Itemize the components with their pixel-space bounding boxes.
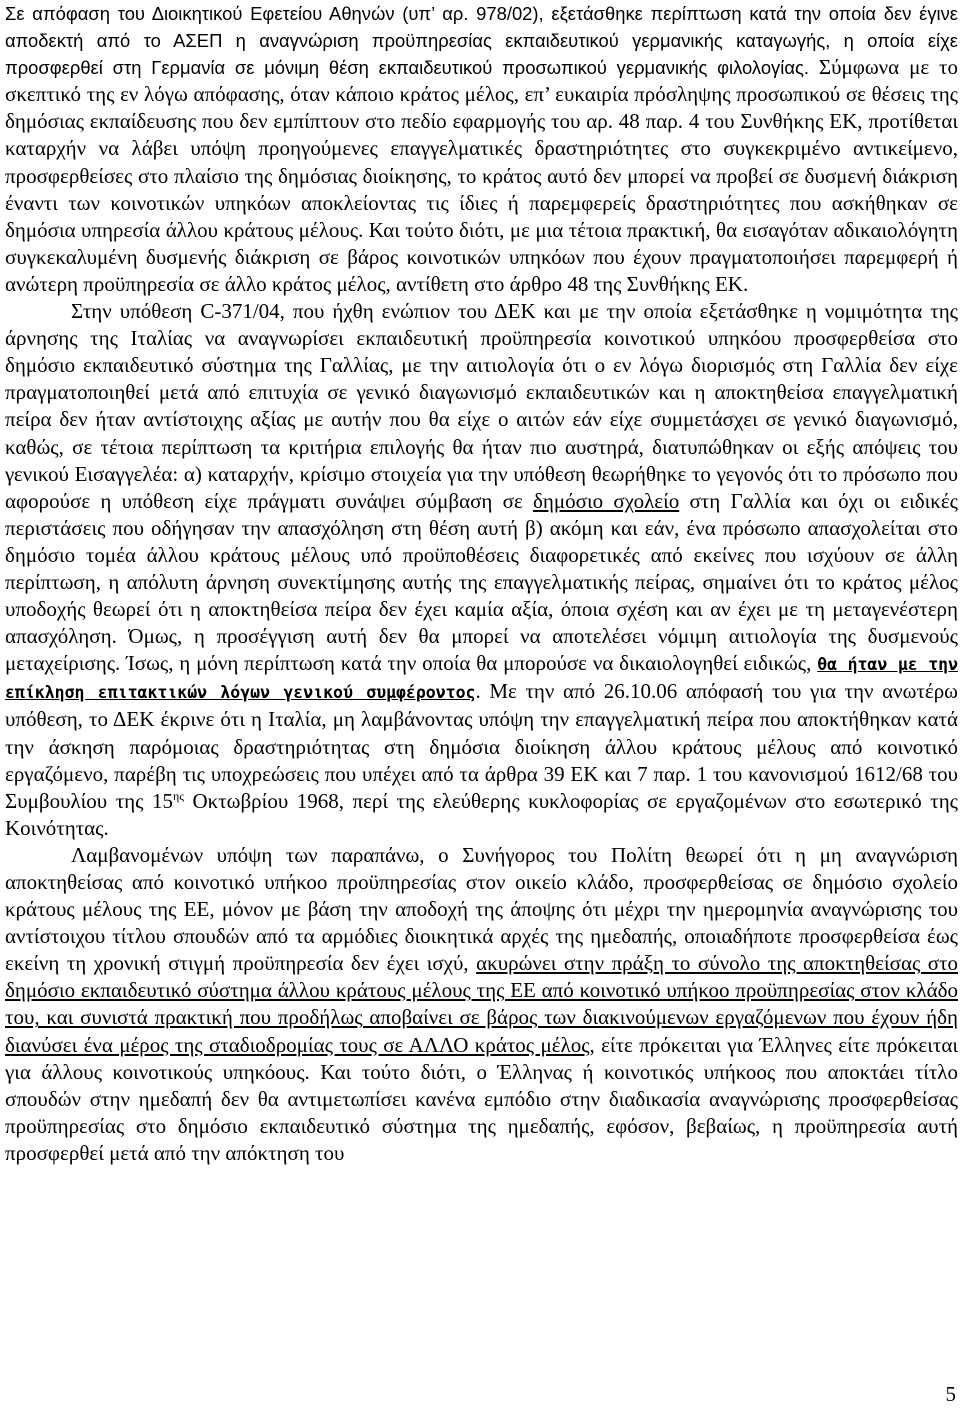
paragraph-1-sans-text: Σε απόφαση του Διοικητικού Εφετείου Αθηνών (υπ’ αρ. 978/02), εξετάσθηκε περίπτωση κατά την οποία δεν έγινε αποδεκτή από το ΑΣΕΠ η αναγνώριση προϋπηρεσίας εκπαιδευτικού γερμανικής καταγωγής, η οποία είχε προσφερθεί στη Γερμανία σε μόνιμη θέση εκπαιδευτικού προσωπικού γερμανικής φιλολογίας.: [5, 3, 958, 79]
paragraph-1-text-b: Σύμφωνα με το σκεπτικό της εν λόγω απόφασης, όταν κάποιο κράτος μέλος, επ’ ευκαιρία πρόσληψης προσωπικού σε θέσεις της δημόσιας εκπαίδευσης που δεν εμπίπτουν στο πεδίο εφαρμογής του αρ. 48 παρ.: [5, 55, 958, 134]
paragraph-1-text-c: 4 του Συνθήκης ΕΚ, προτίθεται καταρχήν να λάβει υπόψη προηγούμενες επαγγελματικές δραστηριότητες στο συγκεκριμένο αντικείμενο, προσφερθείσες στο πλαίσιο της δημόσιας διοίκησης, το κράτος αυτό δεν μπορεί να προβεί σε δυσμενή διάκριση έναντι των κοινοτικών υπηκόων αποκλείοντας τις ίδιες ή παρεμφερείς δραστηριότητες που ασκήθηκαν σε δημόσια υπηρεσία άλλου κράτους μέλους.: [5, 109, 958, 242]
paragraph-2-text-f: Οκτωβρίου 1968, περί της ελεύθερης κυκλοφορίας σε εργαζομένων στο εσωτερικό της Κοινότητας.: [5, 788, 958, 840]
bold-underlined-phrase: θα ήταν με την επίκληση επιτακτικών λόγων γενικού συμφέροντος: [5, 655, 958, 703]
paragraph-2-text-a: Στην υπόθεση C-371/04, που ήχθη ενώπιον του ΔΕΚ και με την οποία εξετάσθηκε η νομιμότητα της άρνησης της Ιταλίας να αναγνωρίσει εκπαιδευτική προϋπηρεσία κοινοτικού υπηκόου προσφερθείσα στο δημόσιο εκπαιδευτικό σύστημα της Γαλλίας, με την αιτιολογία ότι ο εν λόγω διορισμός στη Γαλλία δεν είχε πραγματοποιηθεί μετά από επιτυχία σε γενικό διαγωνισμό εκπαιδευτικών και η αποκτηθείσα επαγγελματική πείρα δεν ήταν αντίστοιχης αξίας με αυτήν που θα είχε ο αιτών εάν είχε συμμετάσχει σε γενικό διαγωνισμό, καθώς, σε τέτοια περίπτωση τα κριτήρια επιλογής θα ήταν πιο αυστηρά, διατυπώθηκαν οι εξής απόψεις του γενικού Εισαγγελέα: α) καταρχήν, κρίσιμο στοιχεία για την υπόθεση θεωρήθηκε το γεγονός ότι το πρόσωπο που αφορούσε η υπόθεση είχε πράγματι συνάψει σύμβαση σε: [5, 299, 958, 513]
underlined-public-school: δημόσιο σχολείο: [533, 488, 680, 513]
paragraph-3-text-a: Λαμβανομένων υπόψη των παραπάνω, ο Συνήγορος του Πολίτη θεωρεί ότι η μη αναγνώριση αποκτηθείσας από κοινοτικό υπήκοο προϋπηρεσίας στον οικείο κλάδο, προσφερθείσας σε δημόσιο σχολείο κράτους μέλους της ΕΕ, μόνον με βάση την αποδοχή της άποψης ότι μέχρι την ημερομηνία αναγνώρισης του αντίστοιχου τίτλου σπουδών από τα αρμόδιες διοικητικά αρχές της ημεδαπής, οποιαδήποτε προσφερθείσα έως εκείνη τη χρονική στιγμή προϋπηρεσία δεν έχει ισχύ,: [5, 842, 958, 976]
paragraph-3-text-c: , είτε πρόκειται για Έλληνες είτε πρόκειται για άλλους κοινοτικούς υπηκόους. Και τούτο διότι, ο Έλληνας ή κοινοτικός υπήκοος που αποκτάει τίτλο σπουδών στην ημεδαπή δεν θα αντιμετωπίσει κανένα εμπόδιο στην διαδικασία αναγνώρισης προσφερθείσας προϋπηρεσίας στο δημόσιο εκπαιδευτικό σύστημα της ημεδαπής, εφόσον, βεβαίως, η προϋπηρεσία αυτή προσφερθεί μετά από την απόκτηση του: [5, 1032, 958, 1165]
underlined-passage: ακυρώνει στην πράξη το σύνολο της αποκτηθείσας στο δημόσιο εκπαιδευτικό σύστημα άλλου κράτους μέλους της ΕΕ από κοινοτικό υπήκοο προϋπηρεσίας στον κλάδο του, και συνιστά πρακτική που προδήλως αποβαίνει σε βάρος των διακινούμενων εργαζόμενων που έχουν ήδη διανύσει ένα μέρος της σταδιοδρομίας τους σε ΑΛΛΟ κράτος μέλος: [5, 951, 959, 1057]
paragraph-3: [5, 842, 958, 1167]
paragraph-1: [5, 0, 958, 298]
paragraph-2-text-c: στη Γαλλία και όχι οι ειδικές περιστάσεις που οδήγησαν την απασχόληση στη θέση αυτή β) ακόμη και εάν, ένα πρόσωπο απασχολείται στο δημόσιο τομέα άλλου κράτους μέλους υπό προϋποθέσεις διαφορετικές από εκείνες που ισχύουν σε άλλη περίπτωση, η απόλυτη άρνηση συνεκτίμησης αυτής της επαγγελματικής πείρας, σημαίνει ότι το κράτος μέλος υποδοχής θεωρεί ότι η αποκτηθείσα πείρα δεν έχει καμία αξία, όποια σχέση και αν έχει με τη μεταγενέστερη απασχόληση. Όμως, η προσέγγιση αυτή δεν θα μπορεί να αποτελέσει νόμιμη αιτιολογία της δυσμενούς μεταχείρισης. Ίσως, η μόνη περίπτωση κατά την οποία θα μπορούσε να δικαιολογηθεί ειδικώς,: [5, 488, 958, 676]
page-number: 5: [945, 1382, 956, 1406]
paragraph-2: [5, 298, 958, 842]
superscript-ordinal: ης: [172, 788, 184, 803]
paragraph-1-text-d: Και τούτο διότι, με μια τέτοια πρακτική, θα εισαγόταν αδικαιολόγητη συγκεκαλυμένη δυσμενής διάκριση σε βάρος κοινοτικών υπηκόων που έχουν πραγματοποιήσει παρεμφερή ή ανώτερη προϋπηρεσία σε άλλο κράτος μέλος, αντίθετη στο άρθρο 48 της Συνθήκης ΕΚ.: [5, 217, 958, 296]
paragraph-2-text-e: . Με την από 26.10.06 απόφασή του για την ανωτέρω υπόθεση, το ΔΕΚ έκρινε ότι η Ιταλία, μη λαμβάνοντας υπόψη την επαγγελματική πείρα που αποκτήθηκαν κατά την άσκηση παρόμοιας δραστηριότητας στη δημόσια διοίκηση άλλου κράτους μέλους από κοινοτικό εργαζόμενο, παρέβη τις υποχρεώσεις που υπέχει από τα άρθρα 39 ΕΚ και 7 παρ. 1 του κανονισμού 1612/68 του Συμβουλίου της 15: [5, 679, 958, 813]
